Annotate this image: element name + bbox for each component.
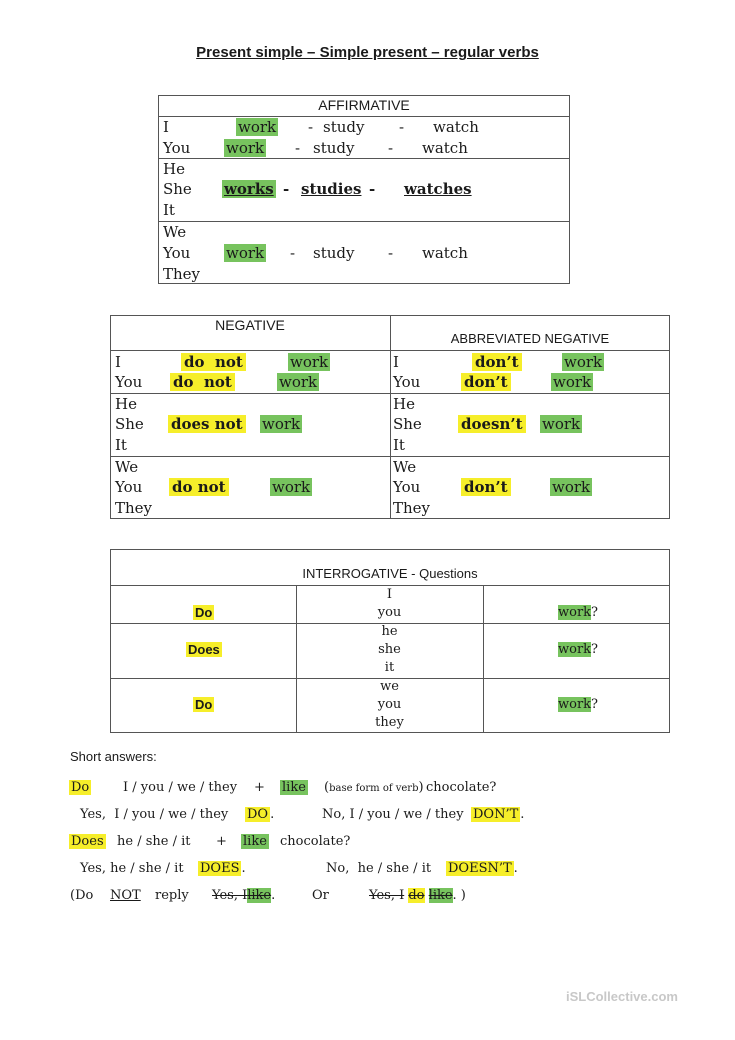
verb-work: work (262, 415, 301, 433)
verb-work: work (272, 478, 311, 496)
period: . (241, 861, 246, 876)
question-verb (558, 697, 598, 712)
verb-work: work (553, 373, 592, 391)
verb-watch: watch (433, 118, 479, 136)
pronoun-she: She (393, 415, 422, 433)
pronoun-it: It (115, 436, 127, 454)
pronoun-i: I (115, 353, 121, 371)
aux-do: Do (195, 605, 213, 620)
verb-like: like (282, 780, 306, 795)
do-answer (245, 807, 274, 822)
pronoun-they: They (115, 499, 153, 517)
plus-sign: + (216, 834, 227, 849)
note-close: . ) (452, 888, 466, 903)
pronoun-it: It (163, 201, 175, 219)
verb-study: study (323, 118, 365, 136)
note-text: base form of verb (329, 783, 419, 794)
aux-do-caps: DO (247, 807, 269, 822)
aux-do-not: do not (181, 353, 246, 371)
negative-header: NEGATIVE (215, 317, 285, 333)
pronoun-she: She (163, 180, 192, 198)
verb-work: work (226, 139, 265, 157)
paren-open: ( (324, 780, 330, 795)
period: . (271, 888, 276, 903)
paren-close: ) (418, 780, 424, 795)
dash: - (388, 244, 394, 262)
doesnt-answer (446, 861, 518, 876)
pronoun-i: I (163, 118, 169, 136)
aux-do: Do (71, 780, 90, 795)
pronoun-they: They (163, 265, 201, 283)
aux-doesnt-caps: DOESN’T (448, 861, 512, 876)
wrong-example-1 (212, 888, 275, 903)
aux-doesnt: doesn’t (458, 415, 526, 433)
verb-work: work (558, 642, 592, 657)
pronoun-you: You (115, 373, 143, 391)
question-verb (558, 605, 598, 620)
dont-answer (471, 807, 524, 822)
pronoun-you: You (393, 478, 421, 496)
question-mark: ? (591, 642, 599, 657)
pronoun-he: He (163, 160, 185, 178)
object-chocolate: chocolate? (426, 780, 497, 795)
subject-you: you (377, 697, 402, 712)
aux-does: Does (71, 834, 104, 849)
pronoun-he: He (393, 395, 415, 413)
pronoun-you: You (393, 373, 421, 391)
aux-dont: don’t (461, 373, 511, 391)
no-answer: No, I / you / we / they (322, 807, 464, 822)
does-answer (198, 861, 246, 876)
verb-study: study (313, 244, 355, 262)
verb-study: study (313, 139, 355, 157)
aux-does-not: does not (168, 415, 246, 433)
verb-work: work (238, 118, 277, 136)
verb-work: work (290, 353, 329, 371)
yes-i-text: Yes, I (369, 888, 405, 903)
affirmative-header: AFFIRMATIVE (318, 97, 410, 113)
dash: - (290, 244, 296, 262)
dash: - (308, 118, 314, 136)
verb-work: work (542, 415, 581, 433)
subject-they: they (375, 715, 404, 730)
base-form-note (324, 780, 424, 795)
question-mark: ? (591, 605, 599, 620)
pronoun-they: They (393, 499, 431, 517)
abbreviated-negative-header: ABBREVIATED NEGATIVE (450, 331, 610, 346)
dash: - (283, 180, 290, 198)
dash: - (388, 139, 394, 157)
pronoun-you: You (163, 139, 191, 157)
pronoun-we: We (163, 223, 187, 241)
subject-i: I (386, 587, 393, 602)
verb-work: work (279, 373, 318, 391)
verb-like: like (247, 888, 272, 903)
verb-watch: watch (422, 244, 468, 262)
no-answer: No, he / she / it (326, 861, 432, 876)
verb-studies: studies (301, 180, 362, 198)
verb-work: work (552, 478, 591, 496)
pronoun-i: I (393, 353, 399, 371)
or-word: Or (312, 888, 329, 903)
pronoun-it: It (393, 436, 405, 454)
verb-work: work (564, 353, 603, 371)
reply-word: reply (155, 888, 189, 903)
subject-list: he / she / it (117, 834, 191, 849)
verb-watches: watches (404, 180, 472, 198)
aux-does: Does (188, 642, 220, 657)
aux-do: do (408, 888, 425, 903)
plus-sign: + (254, 780, 265, 795)
aux-do: Do (195, 697, 213, 712)
verb-work: work (226, 244, 265, 262)
pronoun-she: She (115, 415, 144, 433)
subject-we: we (380, 679, 399, 694)
subject-she: she (378, 642, 401, 657)
period: . (513, 861, 518, 876)
question-verb (558, 642, 598, 657)
watermark-logo: iSLCollective.com (566, 989, 678, 1004)
yes-answer: Yes, he / she / it (80, 861, 184, 876)
aux-do-not: do not (169, 478, 229, 496)
subject-list: I / you / we / they (123, 780, 238, 795)
verb-work: work (558, 697, 592, 712)
verb-like: like (243, 834, 267, 849)
interrogative-header: INTERROGATIVE - Questions (302, 566, 478, 581)
pronoun-he: He (115, 395, 137, 413)
note-open: (Do (70, 888, 94, 903)
verb-like: like (428, 888, 453, 903)
pronoun-you: You (115, 478, 143, 496)
aux-dont: don’t (461, 478, 511, 496)
dash: - (399, 118, 405, 136)
period: . (520, 807, 525, 822)
page-title: Present simple – Simple present – regular verbs (196, 44, 539, 61)
pronoun-we: We (115, 458, 139, 476)
question-mark: ? (591, 697, 599, 712)
subject-it: it (384, 660, 395, 675)
verb-works: works (224, 180, 274, 198)
verb-work: work (558, 605, 592, 620)
subject-he: he (381, 624, 398, 639)
not-emphasis: NOT (110, 888, 141, 903)
aux-does-caps: DOES (200, 861, 240, 876)
pronoun-we: We (393, 458, 417, 476)
yes-i-text: Yes, I (212, 888, 248, 903)
pronoun-you: You (163, 244, 191, 262)
dash: - (369, 180, 376, 198)
yes-answer: Yes, I / you / we / they (80, 807, 229, 822)
aux-dont: don’t (472, 353, 522, 371)
subject-you: you (377, 605, 402, 620)
short-answers-label: Short answers: (70, 749, 157, 764)
wrong-example-2 (369, 888, 466, 903)
object-chocolate: chocolate? (280, 834, 351, 849)
aux-do-not: do not (170, 373, 235, 391)
aux-dont-caps: DON’T (473, 807, 519, 822)
period: . (270, 807, 275, 822)
verb-watch: watch (422, 139, 468, 157)
dash: - (295, 139, 301, 157)
